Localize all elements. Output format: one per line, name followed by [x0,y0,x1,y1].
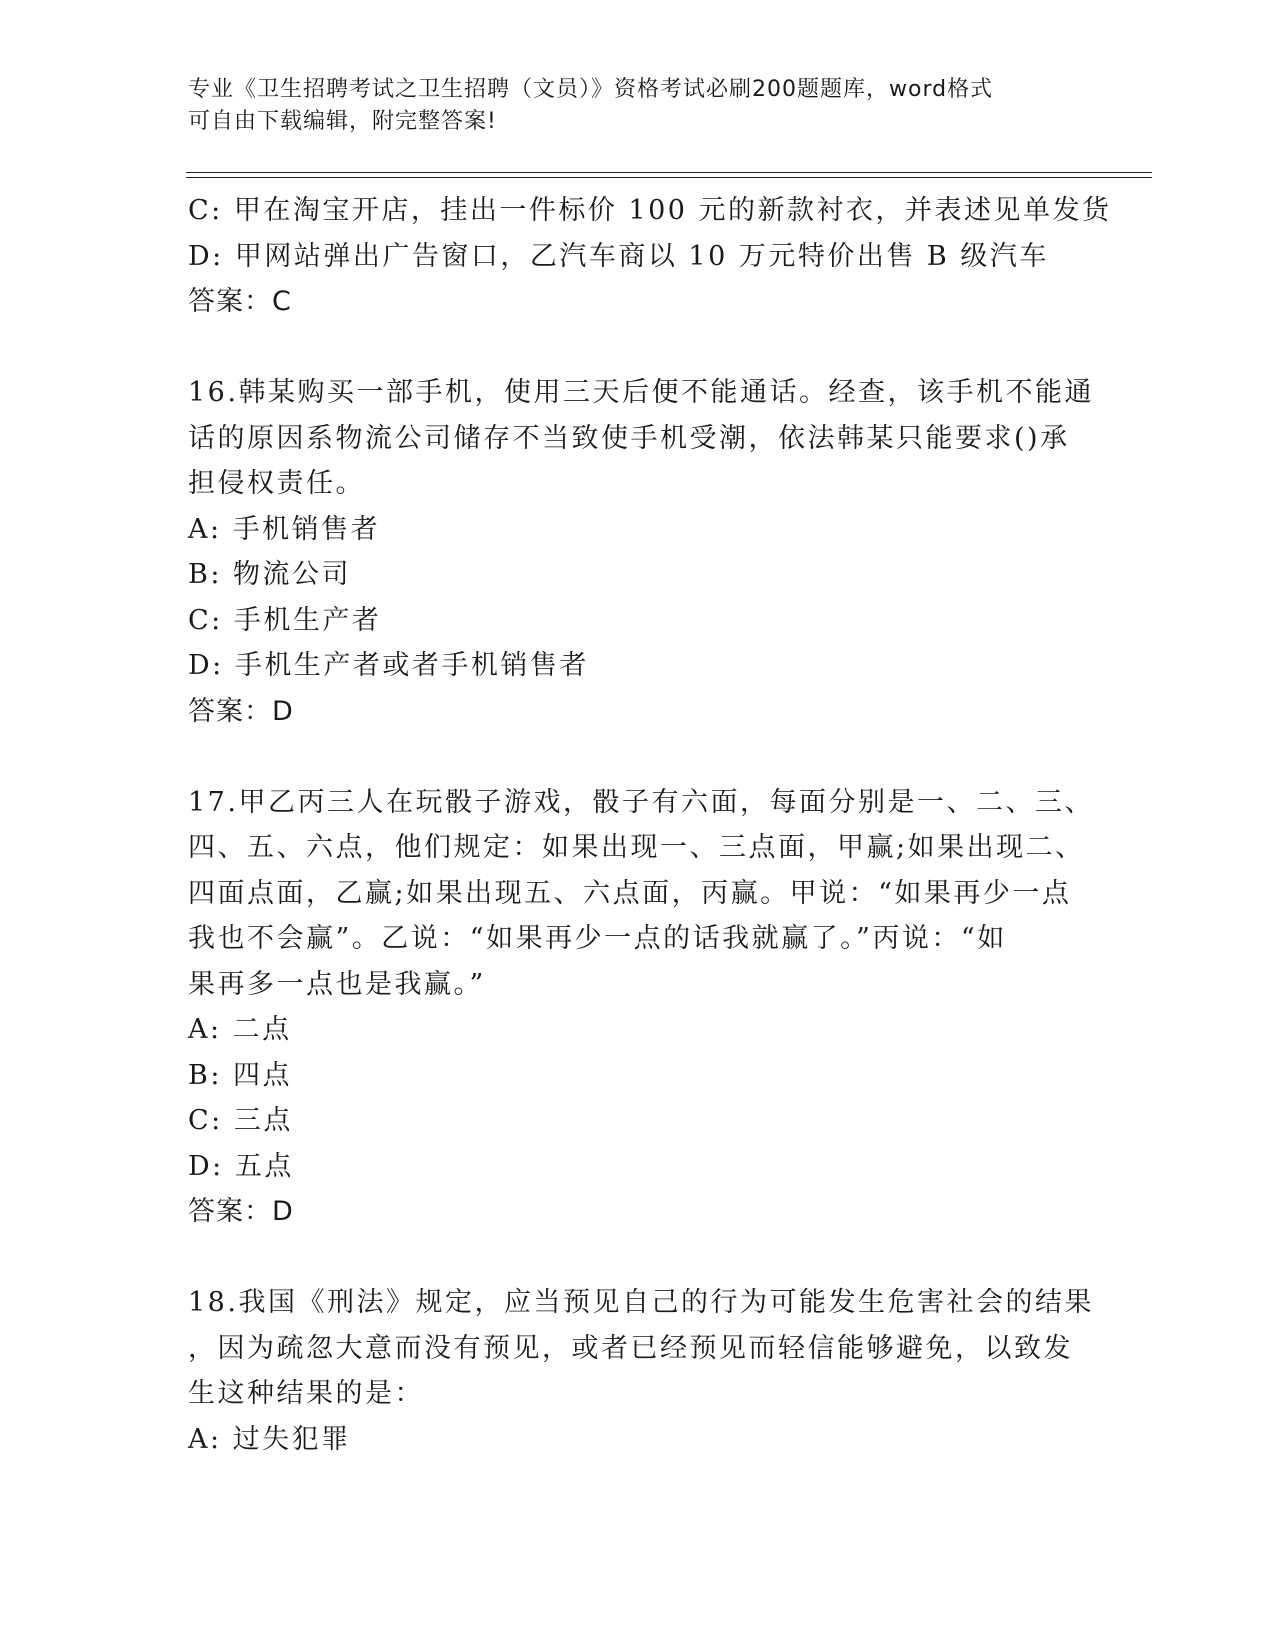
q18-option-a: A: 过失犯罪 [188,1423,351,1455]
q16-option-c: C: 手机生产者 [188,604,382,636]
q17-stem-line-5: 果再多一点也是我赢。” [188,968,486,1000]
header-divider-bottom [186,177,1152,178]
q17-option-a: A: 二点 [188,1014,292,1045]
question-18 [188,1280,1094,1462]
q16-answer: 答案：D [188,695,294,727]
q17-stem-line-3: 四面点面，乙赢;如果出现五、六点面，丙赢。甲说：“如果再少一点 [188,877,1072,909]
q17-option-c: C: 三点 [188,1105,293,1136]
spacer [188,734,1088,780]
q16-stem-line-2: 话的原因系物流公司储存不当致使手机受潮，依法韩某只能要求()承 [188,422,1070,454]
q17-option-b: B: 四点 [188,1059,293,1091]
question-content [188,188,1112,1462]
q17-stem-line-4: 我也不会赢”。乙说：“如果再少一点的话我就赢了。”丙说：“如 [188,923,1007,954]
q17-option-d: D: 五点 [188,1150,294,1182]
header-divider-top [186,172,1152,173]
q18-stem-line-3: 生这种结果的是： [188,1378,424,1409]
q17-answer: 答案：D [188,1196,294,1227]
header-title-line-1: 专业《卫生招聘考试之卫生招聘（文员）》资格考试必刷200题题库，word格式 [188,77,994,102]
spacer [188,325,1088,371]
q16-stem-line-1: 16.韩某购买一部手机，使用三天后便不能通话。经查，该手机不能通 [188,377,1094,408]
q16-option-d: D: 手机生产者或者手机销售者 [188,650,589,681]
question-15-tail [188,188,1112,325]
q16-stem-line-3: 担侵权责任。 [188,468,365,499]
q18-stem-line-2: ，因为疏忽大意而没有预见，或者已经预见而轻信能够避免，以致发 [188,1332,1073,1364]
q15-option-d: D: 甲网站弹出广告窗口，乙汽车商以 10 万元特价出售 B 级汽车 [188,240,1049,272]
q17-stem-line-1: 17.甲乙丙三人在玩骰子游戏，骰子有六面，每面分别是一、二、三、 [188,786,1094,818]
header-title-line-2: 可自由下载编辑，附完整答案! [188,109,497,134]
q15-option-c: C: 甲在淘宝开店，挂出一件标价 100 元的新款衬衣，并表述见单发货 [188,195,1112,226]
document-header [188,74,1068,138]
q18-stem-line-1: 18.我国《刑法》规定，应当预见自己的行为可能发生危害社会的结果 [188,1287,1094,1318]
q17-stem-line-2: 四、五、六点，他们规定：如果出现一、三点面，甲赢;如果出现二、 [188,832,1085,863]
question-17 [188,780,1094,1235]
spacer [188,1235,1088,1281]
q16-option-a: A: 手机销售者 [188,513,381,545]
q16-option-b: B: 物流公司 [188,559,352,590]
question-16 [188,370,1094,734]
q15-answer: 答案：C [188,286,292,317]
